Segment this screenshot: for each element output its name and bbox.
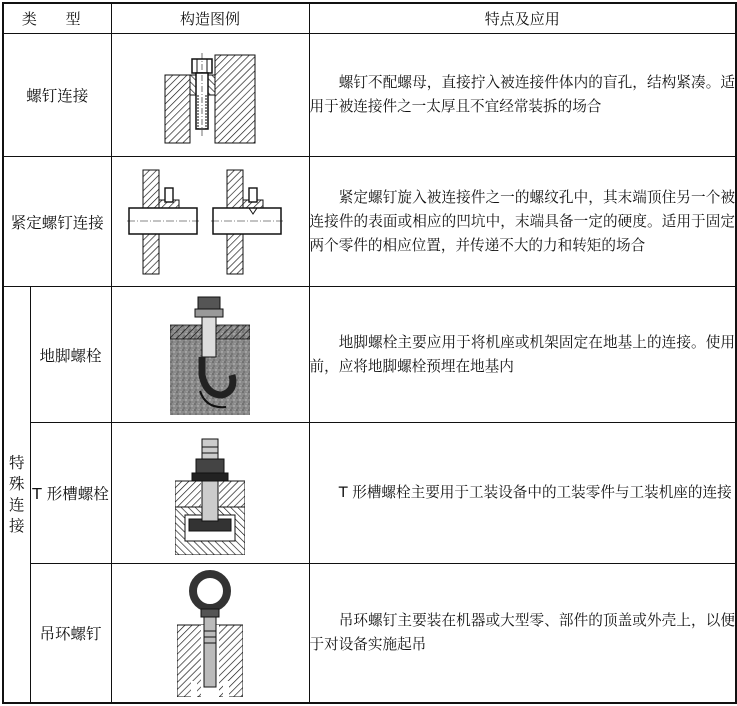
header-figure: 构造图例: [111, 3, 309, 34]
table-row: [3, 423, 736, 564]
desc-cell: 吊环螺钉主要装在机器或大型零、部件的顶盖或外壳上，以便于对设备实施起吊: [309, 564, 736, 704]
figure-cell: [111, 287, 309, 423]
type-cell: 螺钉连接: [3, 34, 111, 157]
table-row: [3, 157, 736, 287]
figure-cell: [111, 157, 309, 287]
type-cell: T 形槽螺栓: [30, 423, 111, 564]
table-header-row: [3, 3, 736, 34]
connection-types-table: [2, 2, 737, 704]
header-type: 类 型: [3, 3, 111, 34]
desc-cell: 地脚螺栓主要应用于将机座或机架固定在地基上的连接。使用前，应将地脚螺栓预埋在地基内: [309, 287, 736, 423]
figure-cell: [111, 34, 309, 157]
t-slot-bolt-figure: [175, 431, 245, 555]
screw-joint-figure: [160, 45, 260, 145]
type-cell: 紧定螺钉连接: [3, 157, 111, 287]
header-features: 特点及应用: [309, 3, 736, 34]
eye-bolt-figure: [177, 569, 243, 697]
table-row: [3, 287, 736, 423]
desc-cell: T 形槽螺栓主要用于工装设备中的工装零件与工装机座的连接: [309, 423, 736, 564]
desc-cell: 紧定螺钉旋入被连接件之一的螺纹孔中，其末端顶住另一个被连接件的表面或相应的凹坑中，末端具备一定的硬度。适用于固定两个零件的相应位置，并传递不大的力和转矩的场合: [309, 157, 736, 287]
figure-cell: [111, 423, 309, 564]
table-row: [3, 564, 736, 704]
desc-cell: 螺钉不配螺母，直接拧入被连接件体内的盲孔，结构紧凑。适用于被连接件之一太厚且不宜经常装拆的场合: [309, 34, 736, 157]
special-connection-group-label: 特 殊 连 接: [3, 287, 30, 704]
type-cell: 地脚螺栓: [30, 287, 111, 423]
type-cell: 吊环螺钉: [30, 564, 111, 704]
foundation-bolt-figure: [170, 295, 250, 415]
table-row: [3, 34, 736, 157]
figure-cell: [111, 564, 309, 704]
set-screw-joint-figure: [125, 166, 295, 278]
